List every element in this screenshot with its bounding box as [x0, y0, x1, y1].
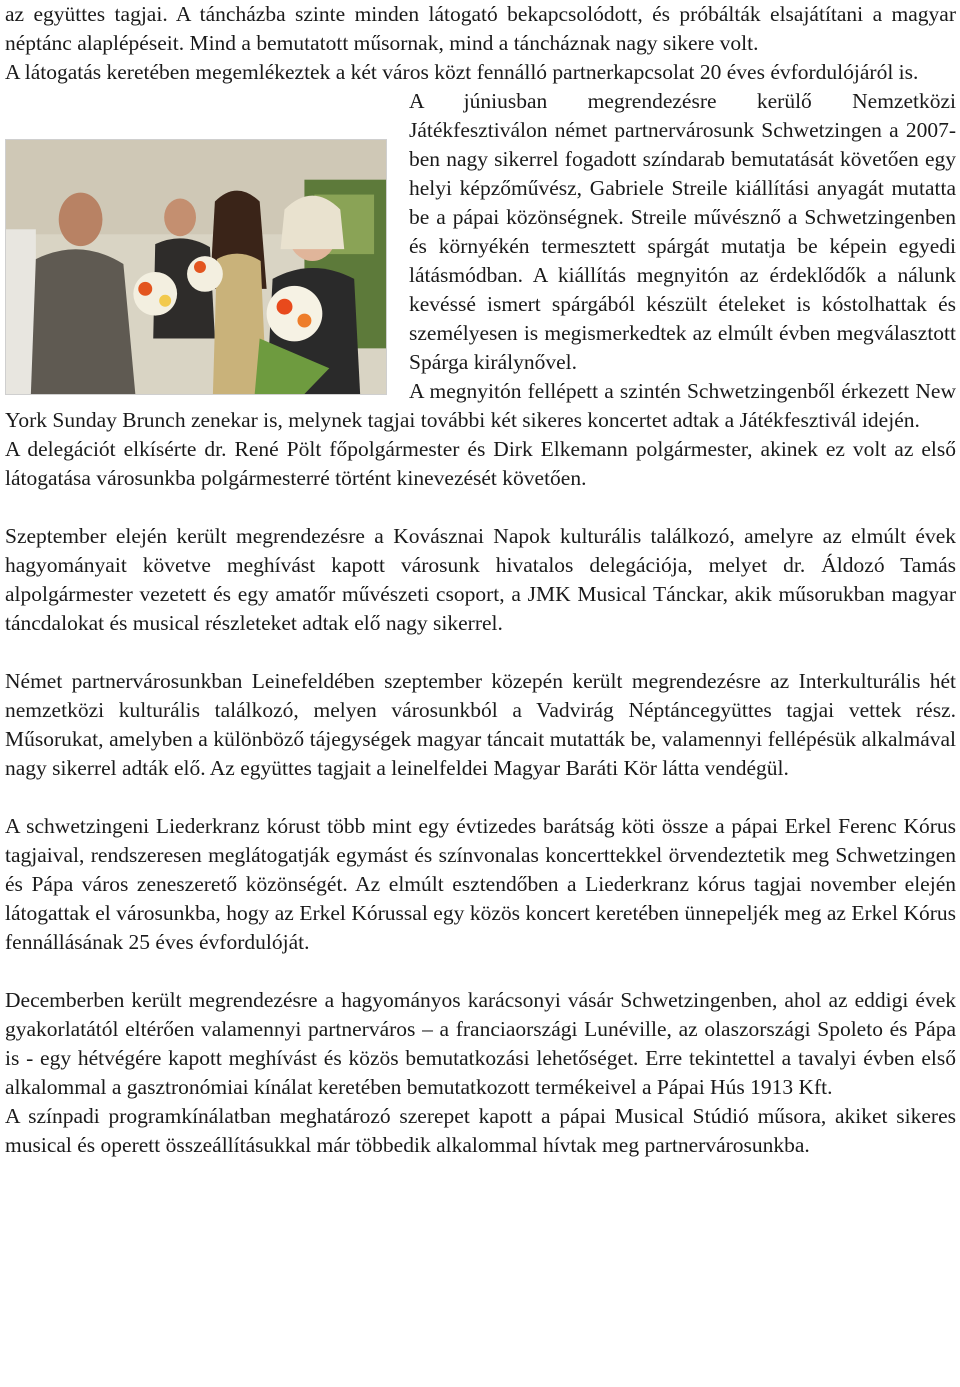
paragraph-gap: [5, 493, 956, 522]
paragraph-concert: A megnyitón fellépett a szintén Schwetzingenből érkezett New York Sunday Brunch zenekar is, melynek tagjai további két sikeres koncertet adtak a Játékfesztivál idején.: [5, 379, 956, 432]
exhibition-photo: [5, 139, 387, 395]
paragraph-anniversary: A látogatás keretében megemlékeztek a két város közt fennálló partnerkapcsolat 20 éves évfordulójáról is.: [5, 60, 919, 84]
paragraph-christmas-market: Decemberben került megrendezésre a hagyományos karácsonyi vásár Schwetzingenben, ahol az eddigi évek gyakorlatától eltérően valamennyi partnerváros – a franciaországi Lunéville, az olaszországi Spoleto és Pápa is - egy hétvégére kapott meghívást és közös bemutatkozási lehetőséget. Erre tekintettel a tavalyi évben első alkalommal a gasztronómiai kínálat keretében bemutatkozott termékeivel a Pápai Hús 1913 Kft.: [5, 988, 956, 1099]
paragraph-gap: [5, 783, 956, 812]
paragraph-musical-studio: A színpadi programkínálatban meghatározó szerepet kapott a pápai Musical Stúdió műsora, akiket sikeres musical és operett összeállításukkal már többedik alkalommal hívtak meg partnervárosunkba.: [5, 1104, 956, 1157]
paragraph-liederkranz: A schwetzingeni Liederkranz kórust több mint egy évtizedes barátság köti össze a pápai Erkel Ferenc Kórus tagjaival, rendszeresen meglátogatják egymást és színvonalas koncerttekkel örvendeztetik meg Schwetzingen és Pápa város zeneszerető közönségét. Az elmúlt esztendőben a Liederkranz kórus tagjai november elején látogattak el városunkba, hogy az Erkel Kórussal egy közös koncert keretében ünnepeljék meg az Erkel Kórus fennállásának 25 éves évfordulóját.: [5, 814, 956, 954]
paragraph-dance-house: az együttes tagjai. A táncházba szinte minden látogató bekapcsolódott, és próbálták elsajátítani a magyar néptánc alaplépéseit. Mind a bemutatott műsornak, mind a táncháznak nagy sikere volt.: [5, 2, 956, 55]
paragraph-delegation: A delegációt elkísérte dr. René Pölt főpolgármester és Dirk Elkemann polgármester, akinek ez volt az első látogatása városunkba polgármesterré történt kinevezését követően.: [5, 437, 956, 490]
paragraph-game-festival: A júniusban megrendezésre kerülő Nemzetközi Játékfesztiválon német partnervárosunk Schwetzingen a 2007-ben nagy sikerrel fogadott színdarab bemutatását követően egy helyi képzőművész, Gabriele Streile kiállítási anyagát mutatta be a pápai közönségnek. Streile művésznő a Schwetzingenben és környékén termesztett spárgát mutatja be képein egyedi látásmódban. A kiállítás megnyitón az érdeklődők a nálunk kevéssé ismert spárgából készült ételeket is kóstolhattak és személyesen is megismerkedtek az elmúlt évben megválasztott Spárga királynővel.: [409, 89, 956, 374]
paragraph-gap: [5, 957, 956, 986]
paragraph-leinefelde: Német partnervárosunkban Leinefeldében szeptember közepén került megrendezésre az Interkulturális hét nemzetközi kulturális találkozó, melyen városunkból a Vadvirág Néptáncegyüttes tagjai vettek rész. Műsorukat, amelyben a különböző tájegységek magyar táncait mutatták be, valamennyi fellépésük alkalmával nagy sikerrel adták elő. Az együttes tagjait a leinelfeldei Magyar Baráti Kör látta vendégül.: [5, 669, 956, 780]
paragraph-kovaszna: Szeptember elején került megrendezésre a Kovásznai Napok kulturális találkozó, amelyre az elmúlt évek hagyományait követve meghívást kapott városunk hivatalos delegációja, melyet dr. Áldozó Tamás alpolgármester vezetett és egy amatőr művészeti csoport, a JMK Musical Tánckar, akik műsorukban magyar táncdalokat és musical részleteket adtak elő nagy sikerrel.: [5, 524, 956, 635]
photo-illustration: [6, 140, 386, 394]
paragraph-gap: [5, 638, 956, 667]
